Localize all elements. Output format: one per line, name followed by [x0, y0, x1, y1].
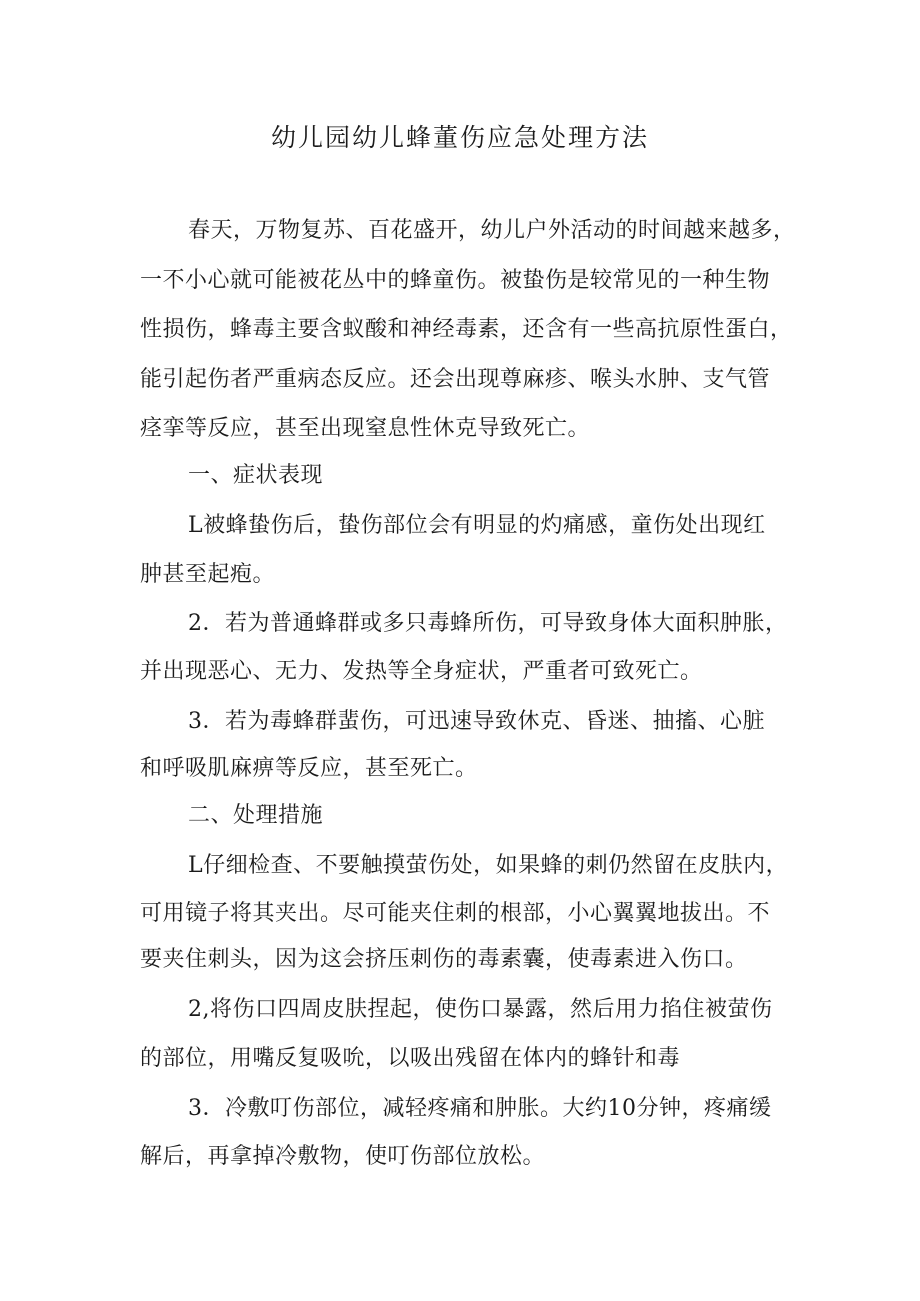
paragraph-line: 3．冷敷叮伤部位，减轻疼痛和肿胀。大约10分钟，疼痛缓	[188, 1096, 772, 1121]
paragraph-line: 2,将伤口四周皮肤捏起，使伤口暴露，然后用力掐住被萤伤	[188, 997, 773, 1022]
paragraph-line: 一不小心就可能被花丛中的蜂童伤。被蛰伤是较常见的一种生物	[140, 268, 771, 293]
paragraph-line: 性损伤，蜂毒主要含蚁酸和神经毒素，还含有一些高抗原性蛋白，	[140, 317, 793, 342]
paragraph-line: 并出现恶心、无力、发热等全身症状，严重者可致死亡。	[140, 659, 703, 684]
paragraph-line: 痉挛等反应，甚至出现窒息性休克导致死亡。	[140, 416, 591, 441]
section-heading: 一、症状表现	[188, 463, 324, 488]
paragraph-line: L仔细检查、不要触摸萤伤处，如果蜂的刺仍然留在皮肤内，	[188, 853, 789, 878]
section-heading: 二、处理措施	[188, 803, 324, 828]
paragraph-line: 可用镜子将其夹出。尽可能夹住刺的根部，小心翼翼地拔出。不	[140, 901, 771, 926]
document-title: 幼儿园幼儿蜂董伤应急处理方法	[270, 123, 649, 152]
paragraph-line: 要夹住刺头，因为这会挤压刺伤的毒素囊，使毒素进入伤口。	[140, 947, 748, 972]
paragraph-line: 2．若为普通蜂群或多只毒蜂所伤，可导致身体大面积肿胀，	[188, 611, 788, 636]
paragraph-line: 的部位，用嘴反复吸吮，以吸出残留在体内的蜂针和毒	[140, 1046, 681, 1071]
paragraph-line: 解后，再拿掉冷敷物，使叮伤部位放松。	[140, 1144, 546, 1169]
paragraph-line: 春天，万物复苏、百花盛开，幼儿户外活动的时间越来越多，	[188, 218, 796, 243]
paragraph-line: 能引起伤者严重病态反应。还会出现尊麻疹、喉头水肿、支气管	[140, 367, 771, 392]
paragraph-line: 肿甚至起疱。	[140, 562, 276, 587]
paragraph-line: 和呼吸肌麻痹等反应，甚至死亡。	[140, 756, 478, 781]
paragraph-line: L被蜂蛰伤后，蛰伤部位会有明显的灼痛感，童伤处出现红	[188, 513, 766, 538]
paragraph-line: 3．若为毒蜂群蜚伤，可迅速导致休克、昏迷、抽搐、心脏	[188, 709, 765, 734]
